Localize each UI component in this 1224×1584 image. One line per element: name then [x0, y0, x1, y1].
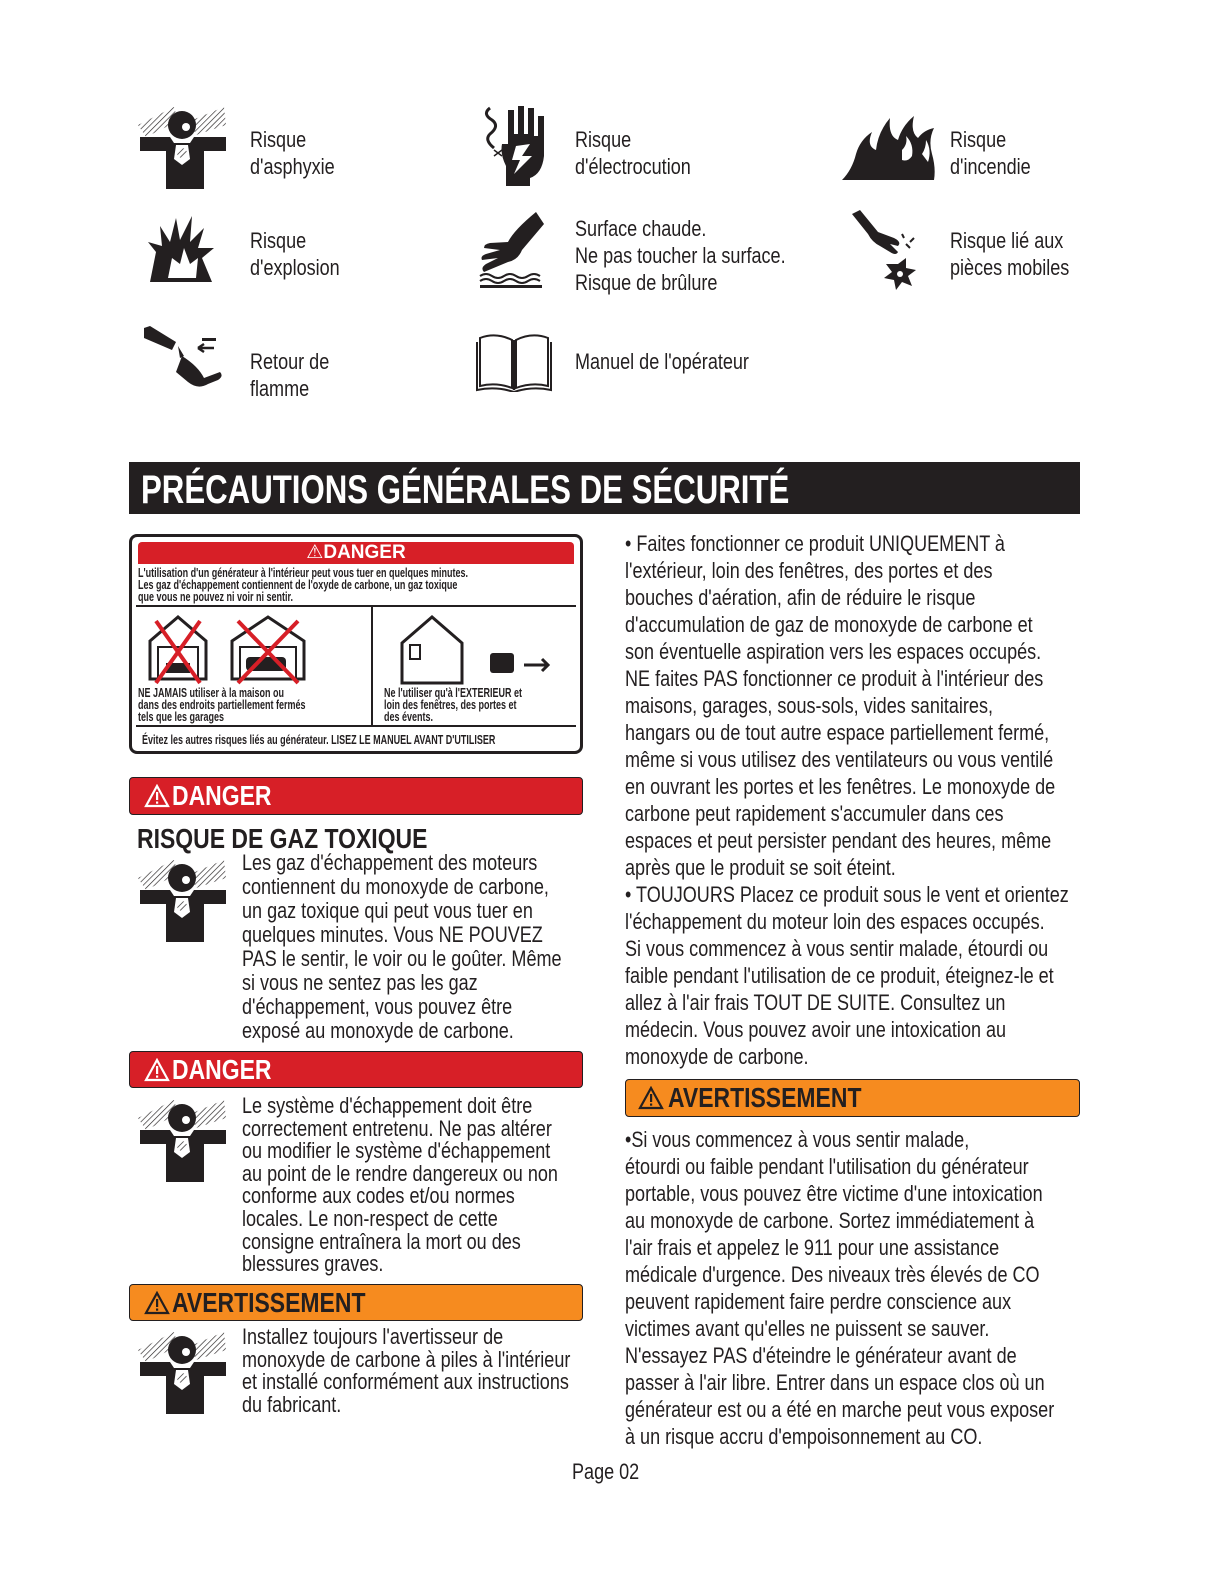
electrocution-icon [480, 104, 552, 188]
toxic-gas-heading: RISQUE DE GAZ TOXIQUE [137, 823, 428, 854]
asphyxia-icon [134, 1100, 230, 1184]
danger-label-title: DANGER [323, 542, 406, 563]
moving-parts-icon [850, 208, 920, 292]
danger-label-right-caption: Ne l'utiliser qu'à l'EXTERIEUR et loin des fenêtres, des portes et des évents. [384, 686, 522, 724]
page-number: Page 02 [572, 1459, 640, 1484]
symbol-label-asphyxia: Risque d'asphyxie [250, 127, 335, 179]
warning-triangle-icon [144, 1291, 170, 1315]
co-alarm-text: Installez toujours l'avertisseur de monoxyde de carbone à piles à l'intérieur et installé conformément aux instructions du fabricant. [242, 1324, 571, 1417]
warning-triangle-icon [144, 784, 170, 808]
garage-crossed-icon [146, 613, 316, 687]
toxic-gas-text: Les gaz d'échappement des moteurs contiennent du monoxyde de carbone, un gaz toxique qui peut vous tuer en quelques minutes. Vous NE POUVEZ PAS le sentir, le voir ou le goûter. Même si vous ne sentez pas les gaz d'échappement, vous pouvez être exposé au monoxyde de carbone. [242, 850, 562, 1043]
section-banner [129, 462, 1080, 514]
symbol-label-explosion: Risque d'explosion [250, 228, 340, 280]
warning-triangle-icon: ⚠ [306, 542, 324, 563]
warning-header-right-label: AVERTISSEMENT [668, 1082, 862, 1113]
danger-label [129, 534, 583, 754]
section-title: PRÉCAUTIONS GÉNÉRALES DE SÉCURITÉ [141, 468, 790, 512]
warning-triangle-icon [144, 1058, 170, 1082]
explosion-icon [146, 212, 218, 284]
symbol-label-electrocution: Risque d'électrocution [575, 127, 691, 179]
danger-label-footer: Évitez les autres risques liés au générateur. LISEZ LE MANUEL AVANT D'UTILISER [142, 733, 496, 747]
warning-header-right [625, 1079, 1080, 1117]
manual-icon [476, 330, 552, 392]
symbol-label-hot-surface: Surface chaude. Ne pas toucher la surface. Risque de brûlure [575, 216, 786, 295]
hot-surface-icon [478, 210, 546, 290]
asphyxia-icon [134, 1332, 230, 1416]
divider [371, 607, 373, 725]
divider [136, 725, 576, 727]
asphyxia-icon [134, 860, 230, 944]
symbol-label-manual: Manuel de l'opérateur [575, 349, 749, 374]
fire-icon [842, 110, 938, 182]
danger-label-intro: L'utilisation d'un générateur à l'intérieur peut vous tuer en quelques minutes. Les gaz d'échappement contiennent de l'oxyde de carbone, un gaz toxique que vous ne pouvez ni voir ni sentir. [138, 566, 468, 604]
danger-label-title-bar [138, 542, 574, 564]
danger-header-1 [129, 777, 583, 815]
right-paragraph-1: • Faites fonctionner ce produit UNIQUEMENT à l'extérieur, loin des fenêtres, des portes et des bouches d'aération, afin de réduire le risque d'accumulation de gaz de monoxyde de carbone et son éventuelle aspiration vers les espaces occupés. NE faites PAS fonctionner ce produit à l'intérieur des maisons, garages, sous-sols, vides sanitaires, hangars ou de tout autre espace partiellement fermé, même si vous utilisez des ventilateurs ou vous ventilé en ouvrant les portes et les fenêtres. Le monoxyde de carbone peut rapidement s'accumuler dans ces espaces et peut persister pendant des heures, même après que le produit se soit éteint. • TOUJOURS Placez ce produit sous le vent et orientez l'échappement du moteur loin des espaces occupés. Si vous commencez à vous sentir malade, étourdi ou faible pendant l'utilisation de ce produit, éteignez-le et allez à l'air frais TOUT DE SUITE. Consultez un médecin. Vous pouvez avoir une intoxication au monoxyde de carbone. [625, 531, 1069, 1069]
warning-triangle-icon [638, 1086, 664, 1110]
warning-header-left [129, 1284, 583, 1321]
danger-header-2-label: DANGER [172, 1054, 272, 1085]
danger-header-2 [129, 1051, 583, 1088]
right-paragraph-2: •Si vous commencez à vous sentir malade, étourdi ou faible pendant l'utilisation du générateur portable, vous pouvez être victime d'une intoxication au monoxyde de carbone. Sortez immédiatement à l'air frais et appelez le 911 pour une assistance médicale d'urgence. Des niveaux très élevés de CO peuvent rapidement faire perdre conscience aux victimes avant qu'elles ne puissent se sauver. N'essayez PAS d'éteindre le générateur avant de passer à l'air libre. Entrer dans un espace clos où un générateur est ou a été en marche peut vous exposer à un risque accru d'empoisonnement au CO. [625, 1127, 1055, 1449]
symbol-label-fire: Risque d'incendie [950, 127, 1031, 179]
exhaust-system-text: Le système d'échappement doit être correctement entretenu. Ne pas altérer ou modifier le système d'échappement au point de le rendre dangereux ou non conforme aux codes et/ou normes locales. Le non-respect de cette consigne entraînera la mort ou des blessures graves. [242, 1093, 558, 1277]
divider [136, 605, 576, 607]
danger-label-left-caption: NE JAMAIS utiliser à la maison ou dans des endroits partiellement fermés tels que les garages [138, 686, 306, 724]
asphyxia-icon [134, 107, 230, 191]
symbol-label-moving-parts: Risque lié aux pièces mobiles [950, 228, 1070, 280]
kickback-icon [142, 326, 232, 392]
outdoor-house-icon [398, 613, 570, 687]
warning-header-left-label: AVERTISSEMENT [172, 1287, 366, 1318]
symbol-label-kickback: Retour de flamme [250, 349, 330, 401]
danger-header-1-label: DANGER [172, 780, 272, 811]
